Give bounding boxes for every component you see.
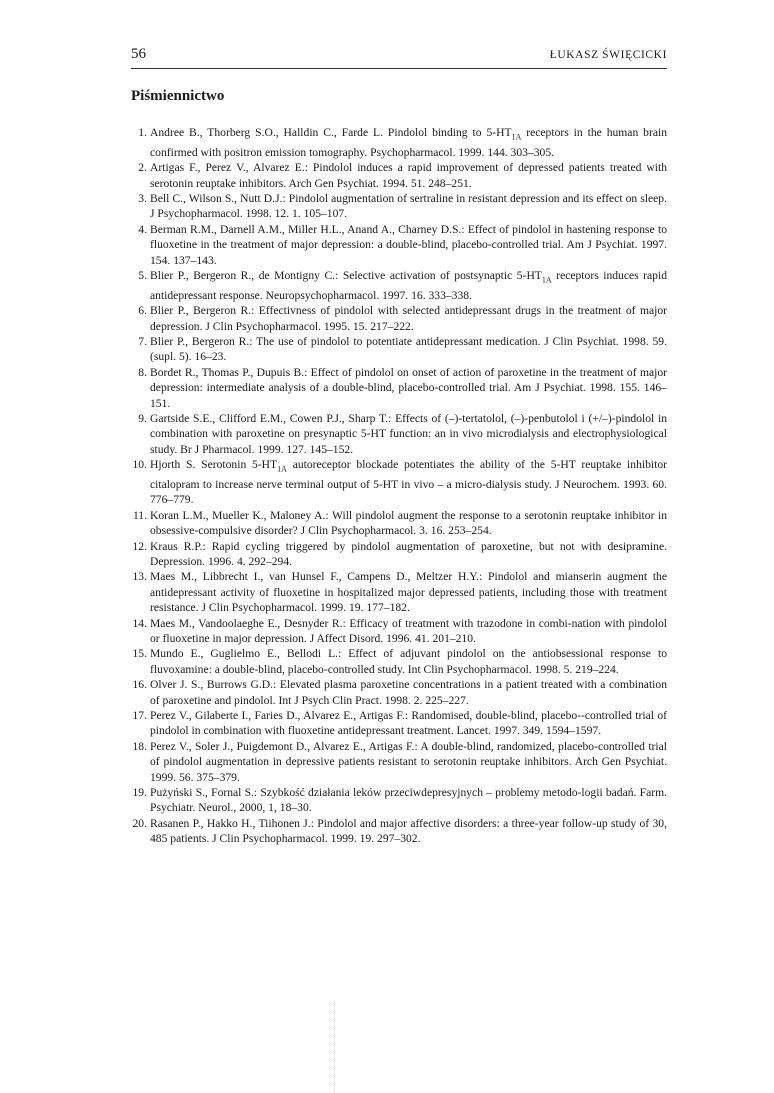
reference-item: [131, 160, 667, 191]
reference-text: Berman R.M., Darnell A.M., Miller H.L., Anand A., Charney D.S.: Effect of pindolol in hastening response to fluoxetine in the treatment of major depression: a double-blind, placebo-controlled trial. Am J Psychiat. 1997. 154. 137–143.: [150, 222, 667, 267]
reference-number: 11.: [132, 508, 147, 522]
reference-item: [131, 334, 667, 365]
reference-item: [131, 677, 667, 708]
reference-text: Olver J. S., Burrows G.D.: Elevated plasma paroxetine concentrations in a patient treated with a combination of paroxetine and pindolol. Int J Psych Clin Pract. 1998. 2. 225–227.: [150, 678, 667, 707]
reference-text: Perez V., Soler J., Puigdemont D., Alvarez E., Artigas F.: A double-blind, randomized, placebo-controlled trial of pindolol augmentation in depressive patients resistant to serotonin reuptake inhibitors. Arch Gen Psychiat. 1999. 56. 375–379.: [150, 739, 667, 784]
reference-text: Blier P., Bergeron R.: Effectivness of pindolol with selected antidepressant drugs in the treatment of major depression. J Clin Psychopharmacol. 1995. 15. 217–222.: [150, 304, 667, 333]
reference-text: Perez V., Gilaberte I., Faries D., Alvarez E., Artigas F.: Randomised, double-blind, placebo--controlled trial of pindolol in combination with fluoxetine antidepressant treatment. Lancet. 1997. 349. 1594–1597.: [150, 708, 667, 738]
reference-text: Rasanen P., Hakko H., Tiihonen J.: Pindolol and major affective disorders: a three-year follow-up study of 30, 485 patients. J Clin Psychopharmacol. 1999. 19. 297–302.: [150, 816, 667, 846]
reference-item: [131, 365, 667, 411]
reference-item: [131, 303, 667, 334]
reference-number: 17.: [132, 708, 147, 722]
reference-number: 16.: [132, 678, 147, 692]
reference-number: 6.: [138, 304, 147, 318]
reference-item: [131, 646, 667, 677]
reference-item: [131, 539, 667, 570]
reference-item: [131, 616, 667, 647]
reference-item: [131, 222, 667, 268]
reference-number: 1.: [138, 126, 147, 139]
reference-number: 19.: [132, 786, 147, 799]
reference-number: 13.: [132, 570, 147, 584]
reference-number: 12.: [132, 539, 147, 553]
reference-text: Maes M., Libbrecht I., van Hunsel F., Campens D., Meltzer H.Y.: Pindolol and mianserin augment the antidepressant activity of fluoxetine in hospitalized major depressed patients, including those with treatment resistance. J Clin Psychopharmacol. 1999. 19. 177–182.: [150, 570, 667, 615]
reference-text: Hjorth S. Serotonin $5-HT_{1A}$ autoreceptor blockade potentiates the ability of the 5-HT reuptake inhibitor citalopram to increase nerve terminal output of 5-HT in vivo – a micro-dialysis study. J Neurochem. 1993. 60. 776–779.: [150, 458, 667, 507]
reference-text: Gartside S.E., Clifford E.M., Cowen P.J., Sharp T.: Effects of (–)-tertatolol, (–)-penbutolol i (+/–)-pindolol in combination with paroxetine on presynaptic 5-HT function: an in vivo microdialysis and electrophysiological study. Br J Pharmacol. 1999. 127. 145–152.: [150, 411, 667, 456]
reference-item: [131, 125, 667, 160]
reference-text: Bordet R., Thomas P., Dupuis B.: Effect of pindolol on onset of action of paroxetine in the treatment of major depression: intermediate analysis of a double-blind, placebo-controlled trial. Am J Psychiat. 1998. 155. 146–151.: [150, 365, 667, 410]
reference-text: Blier P., Bergeron R.: The use of pindolol to potentiate antidepressant medication. J Clin Psychiat. 1998. 59. (supl. 5). 16–23.: [150, 334, 667, 364]
reference-text: Kraus R.P.: Rapid cycling triggered by pindolol augmentation of paroxetine, but not with desipramine. Depression. 1996. 4. 292–294.: [150, 539, 667, 568]
reference-text: Pużyński S., Fornal S.: Szybkość działania leków przeciwdepresyjnych – problemy metodo-logii badań. Farm. Psychiatr. Neurol., 2000, 1, 18–30.: [150, 786, 667, 815]
reference-item: [131, 191, 667, 222]
reference-text: Mundo E., Guglielmo E., Bellodi L.: Effect of adjuvant pindolol on the antiobsessional response to fluvoxamine: a double-blind, placebo-controlled study. Int Clin Psychopharmacol. 1998. 5. 219–224.: [150, 647, 667, 676]
reference-number: 9.: [138, 411, 147, 425]
reference-number: 8.: [138, 365, 147, 379]
reference-text: Koran L.M., Mueller K., Maloney A.: Will pindolol augment the response to a serotonin reuptake inhibitor in obsessive-compulsive disorder? J Clin Psychopharmacol. 3. 16. 253–254.: [150, 508, 667, 538]
reference-text: Artigas F., Perez V., Alvarez E.: Pindolol induces a rapid improvement of depressed patients treated with serotonin reuptake inhibitors. Arch Gen Psychiat. 1994. 51. 248–251.: [150, 161, 667, 190]
running-head-author: ŁUKASZ ŚWIĘCICKI: [549, 49, 667, 61]
reference-item: [131, 708, 667, 739]
reference-number: 20.: [132, 816, 147, 830]
reference-number: 2.: [138, 161, 147, 175]
reference-text: Andree B., Thorberg S.O., Halldin C., Farde L. Pindolol binding to $5-HT_{1A}$ receptors in the human brain confirmed with positron emission tomography. Psychopharmacol. 1999. 144. 303–305.: [150, 126, 667, 159]
reference-text: Maes M., Vandoolaeghe E., Desnyder R.: Efficacy of treatment with trazodone in combi-nation with pindolol or fluoxetine in major depression. J Affect Disord. 1996. 41. 201–210.: [150, 616, 667, 645]
reference-number: 4.: [138, 222, 147, 236]
reference-item: [131, 785, 667, 816]
reference-item: [131, 508, 667, 539]
reference-number: 14.: [132, 616, 147, 630]
reference-item: [131, 816, 667, 847]
reference-item: [131, 457, 667, 508]
reference-number: 18.: [132, 739, 147, 753]
reference-number: 5.: [138, 268, 147, 282]
reference-item: [131, 268, 667, 303]
reference-item: [131, 569, 667, 615]
reference-number: 7.: [138, 334, 147, 348]
reference-number: 3.: [138, 191, 147, 205]
reference-number: 10.: [132, 458, 147, 472]
reference-text: Blier P., Bergeron R., de Montigny C.: Selective activation of postsynaptic $5-HT_{1A}$ receptors induces rapid antidepressant response. Neuropsychopharmacol. 1997. 16. 333–338.: [150, 268, 667, 302]
reference-item: [131, 411, 667, 457]
reference-item: [131, 739, 667, 785]
page-number: 56: [131, 46, 146, 62]
reference-number: 15.: [132, 647, 147, 661]
reference-list: [131, 125, 667, 847]
reference-text: Bell C., Wilson S., Nutt D.J.: Pindolol augmentation of sertraline in resistant depression and its effect on sleep. J Psychopharmacol. 1998. 12. 1. 105–107.: [150, 191, 667, 221]
running-header: [131, 44, 667, 69]
section-heading: Piśmiennictwo: [131, 88, 225, 104]
binding-shadow-line: [334, 1000, 335, 1093]
